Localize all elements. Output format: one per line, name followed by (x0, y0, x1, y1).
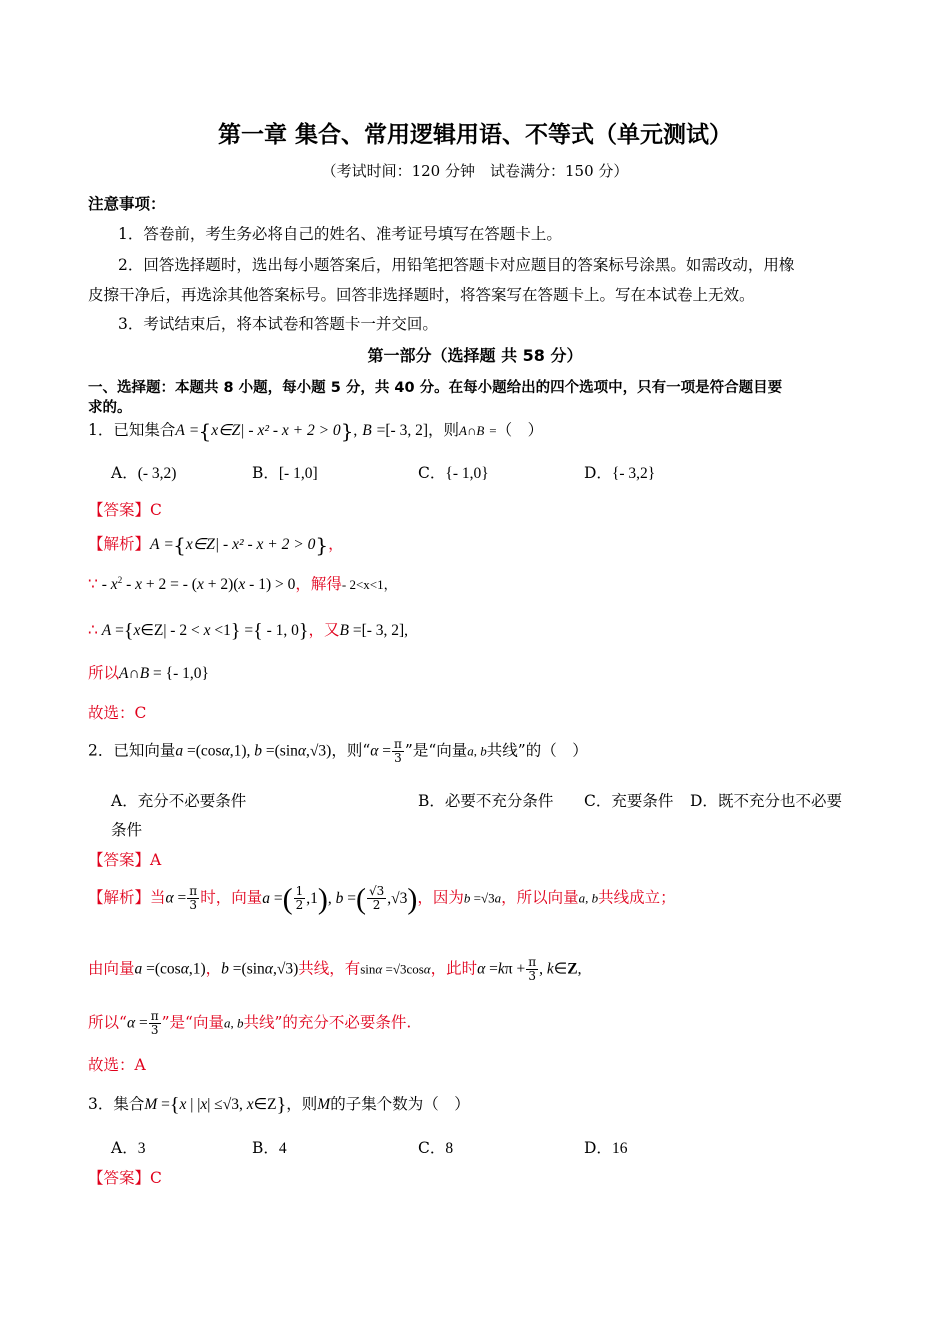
q1-choose: 故选：C (88, 704, 147, 722)
q2-option-b: B．必要不充分条件 (418, 792, 554, 810)
q2-stem: 2．已知向量a =(cosα,1), b =(sinα,√3)，则“α = $\frac{\pi}{3}$ ”是“向量a, b共线”的（ ） (88, 737, 588, 765)
q3-option-a: A．3 (111, 1139, 146, 1157)
q3-stem: 3．集合M ={x | |x| ≤√3, x∈Z}，则M的子集个数为（ ） (88, 1093, 470, 1116)
q3-option-d: D．16 (584, 1139, 628, 1157)
q1-answer: 【答案】C (88, 501, 162, 519)
q2-analysis-line3: 所以“α = $\frac{\pi}{3}$ ”是“向量a, b共线”的充分不必要条件. (88, 1009, 412, 1037)
q1-analysis-line1: 【解析】A ={x∈Z| - x² - x + 2 > 0}， (88, 533, 344, 557)
q2-option-d-wrap: 条件 (111, 821, 143, 839)
q2-analysis-line1: 【解析】当α = $\frac{\pi}{3}$ 时，向量a =( $\frac{1}{2}$ ,1), b =( $\frac{√3}{2}$ ,√3)，因为b =√3a，所以向量a, b共线成立； (88, 882, 676, 915)
q3-option-b: B．4 (252, 1139, 287, 1157)
q1-stem: 1．已知集合A ={x∈Z| - x² - x + 2 > 0}, B =[- 3, 2]，则A∩B =（ ） (88, 419, 544, 443)
q1-option-a: A．(- 3,2) (111, 464, 177, 482)
section-heading-b: 求的。 (88, 400, 132, 416)
notice-item-1: 1．答卷前，考生务必将自己的姓名、准考证号填写在答题卡上。 (118, 225, 562, 243)
page-title: 第一章 集合、常用逻辑用语、不等式（单元测试） (217, 122, 732, 148)
q2-option-a: A．充分不必要条件 (111, 792, 247, 810)
q1-analysis-line2: ∵ - $x^2 - x + 2$ = - (x + 2)(x - 1) > 0，解得- 2<x<1， (88, 574, 397, 593)
notice-item-2b: 皮擦干净后，再选涂其他答案标号。回答非选择题时，将答案写在答题卡上。写在本试卷上无效。 (88, 286, 755, 304)
q3-option-c: C．8 (418, 1139, 454, 1157)
q1-analysis-line4: 所以A∩B = {- 1,0} (88, 664, 209, 682)
q2-option-d: D．既不充分也不必要 (690, 792, 842, 810)
notice-item-2a: 2．回答选择题时，选出每小题答案后，用铅笔把答题卡对应题目的答案标号涂黑。如需改动，用橡 (118, 256, 795, 274)
notice-heading: 注意事项： (88, 195, 166, 213)
q1-option-c: C．{- 1,0} (418, 464, 489, 482)
notice-item-3: 3．考试结束后，将本试卷和答题卡一并交回。 (118, 315, 438, 333)
q2-choose: 故选：A (88, 1056, 146, 1074)
section-heading-a: 一、选择题：本题共 8 小题，每小题 5 分，共 40 分。在每小题给出的四个选项中，只有一项是符合题目要 (88, 380, 783, 396)
q2-option-c: C．充要条件 (584, 792, 674, 810)
q1-analysis-line3: ∴ A ={x∈Z| - 2 < x <1} ={ - 1, 0}，又B =[- 3, 2], (88, 619, 409, 642)
q1-option-b: B．[- 1,0] (252, 464, 318, 482)
exam-info: （考试时间：120 分钟 试卷满分：150 分） (321, 162, 629, 180)
q1-option-d: D．{- 3,2} (584, 464, 656, 482)
q2-analysis-line2: 由向量a =(cosα,1)，b =(sinα,√3)共线，有sinα =√3cosα，此时α =kπ + $\frac{\pi}{3}$ , k∈Z, (88, 955, 582, 983)
q3-answer: 【答案】C (88, 1169, 162, 1187)
part1-heading: 第一部分（选择题 共 58 分） (367, 346, 583, 365)
q2-answer: 【答案】A (88, 851, 162, 869)
